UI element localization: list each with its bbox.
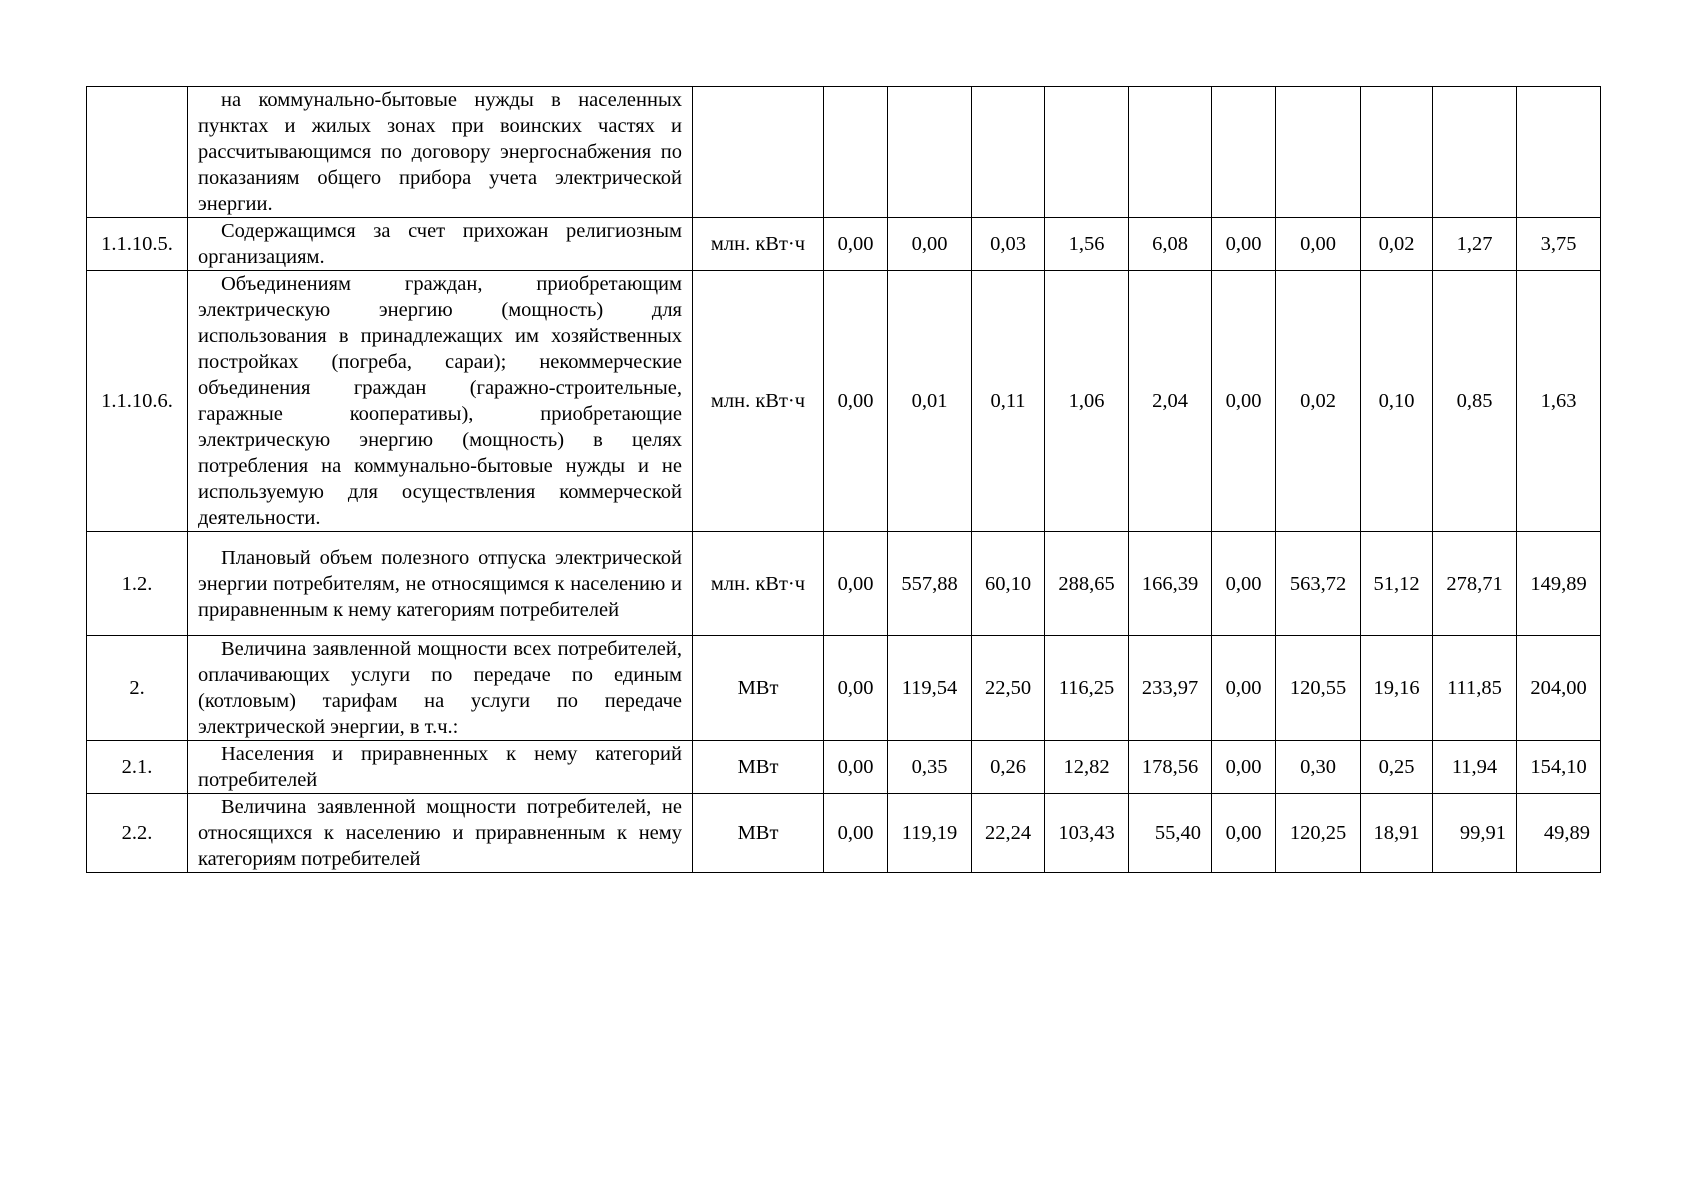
row-unit: МВт [693, 741, 824, 794]
value-cell: 0,00 [1212, 794, 1276, 873]
value-cell: 111,85 [1433, 636, 1517, 741]
value-cell: 0,01 [888, 271, 972, 532]
table-row [87, 87, 1601, 218]
value-cell: 22,24 [972, 794, 1045, 873]
value-cell: 1,63 [1517, 271, 1601, 532]
value-cell: 11,94 [1433, 741, 1517, 794]
value-cell: 12,82 [1045, 741, 1129, 794]
row-unit: млн. кВт·ч [693, 218, 824, 271]
value-cell: 0,00 [1212, 271, 1276, 532]
value-cell: 19,16 [1361, 636, 1433, 741]
value-cell: 120,25 [1276, 794, 1361, 873]
value-cell [1212, 87, 1276, 218]
row-unit: МВт [693, 636, 824, 741]
table-row [87, 218, 1601, 271]
row-description: Населения и приравненных к нему категорий потребителей [188, 741, 693, 794]
row-description: Объединениям граждан, приобретающим электрическую энергию (мощность) для использования в принадлежащих им хозяйственных постройках (погреба, сараи); некоммерческие объединения граждан (гаражно-строительные, гаражные кооперативы), приобретающие электрическую энергию (мощность) в целях потребления на коммунально-бытовые нужды и не используемую для осуществления коммерческой деятельности. [188, 271, 693, 532]
value-cell [1129, 87, 1212, 218]
value-cell: 0,00 [824, 218, 888, 271]
value-cell: 0,00 [824, 794, 888, 873]
value-cell: 6,08 [1129, 218, 1212, 271]
value-cell [824, 87, 888, 218]
value-cell: 0,00 [1212, 636, 1276, 741]
value-cell: 60,10 [972, 532, 1045, 636]
value-cell: 0,00 [824, 741, 888, 794]
value-cell: 2,04 [1129, 271, 1212, 532]
row-number: 2.1. [87, 741, 188, 794]
value-cell: 119,54 [888, 636, 972, 741]
value-cell: 119,19 [888, 794, 972, 873]
value-cell: 0,00 [1212, 218, 1276, 271]
row-unit: МВт [693, 794, 824, 873]
row-description: на коммунально-бытовые нужды в населенных пунктах и жилых зонах при воинских частях и рассчитывающимся по договору энергоснабжения по показаниям общего прибора учета электрической энергии. [188, 87, 693, 218]
value-cell: 1,27 [1433, 218, 1517, 271]
value-cell: 120,55 [1276, 636, 1361, 741]
value-cell: 1,56 [1045, 218, 1129, 271]
value-cell: 0,02 [1276, 271, 1361, 532]
value-cell: 0,11 [972, 271, 1045, 532]
value-cell: 0,00 [1212, 532, 1276, 636]
value-cell: 0,00 [1276, 218, 1361, 271]
table-row [87, 636, 1601, 741]
value-cell: 0,00 [824, 636, 888, 741]
value-cell [1276, 87, 1361, 218]
tariff-table [86, 86, 1601, 873]
row-number: 2. [87, 636, 188, 741]
row-unit: млн. кВт·ч [693, 271, 824, 532]
value-cell: 3,75 [1517, 218, 1601, 271]
value-cell: 149,89 [1517, 532, 1601, 636]
value-cell: 116,25 [1045, 636, 1129, 741]
table-row [87, 741, 1601, 794]
value-cell: 178,56 [1129, 741, 1212, 794]
row-description: Содержащимся за счет прихожан религиозным организациям. [188, 218, 693, 271]
value-cell: 0,30 [1276, 741, 1361, 794]
value-cell: 0,25 [1361, 741, 1433, 794]
value-cell: 204,00 [1517, 636, 1601, 741]
value-cell: 103,43 [1045, 794, 1129, 873]
row-number: 2.2. [87, 794, 188, 873]
row-description: Плановый объем полезного отпуска электрической энергии потребителям, не относящимся к населению и приравненным к нему категориям потребителей [188, 532, 693, 636]
value-cell: 288,65 [1045, 532, 1129, 636]
row-description: Величина заявленной мощности потребителей, не относящихся к населению и приравненным к нему категориям потребителей [188, 794, 693, 873]
value-cell: 55,40 [1129, 794, 1212, 873]
value-cell: 0,03 [972, 218, 1045, 271]
value-cell: 557,88 [888, 532, 972, 636]
value-cell: 0,02 [1361, 218, 1433, 271]
value-cell: 1,06 [1045, 271, 1129, 532]
value-cell: 49,89 [1517, 794, 1601, 873]
row-description: Величина заявленной мощности всех потребителей, оплачивающих услуги по передаче по единым (котловым) тарифам на услуги по передаче электрической энергии, в т.ч.: [188, 636, 693, 741]
value-cell [1433, 87, 1517, 218]
table-row [87, 794, 1601, 873]
value-cell: 563,72 [1276, 532, 1361, 636]
value-cell: 166,39 [1129, 532, 1212, 636]
row-number: 1.2. [87, 532, 188, 636]
value-cell: 0,00 [824, 532, 888, 636]
value-cell: 0,00 [888, 218, 972, 271]
value-cell [972, 87, 1045, 218]
value-cell: 22,50 [972, 636, 1045, 741]
row-unit [693, 87, 824, 218]
row-number [87, 87, 188, 218]
value-cell: 0,35 [888, 741, 972, 794]
row-number: 1.1.10.5. [87, 218, 188, 271]
value-cell: 18,91 [1361, 794, 1433, 873]
value-cell: 51,12 [1361, 532, 1433, 636]
value-cell: 278,71 [1433, 532, 1517, 636]
value-cell: 0,00 [1212, 741, 1276, 794]
table-row [87, 271, 1601, 532]
value-cell [1045, 87, 1129, 218]
value-cell [1361, 87, 1433, 218]
row-unit: млн. кВт·ч [693, 532, 824, 636]
value-cell: 0,26 [972, 741, 1045, 794]
value-cell [1517, 87, 1601, 218]
row-number: 1.1.10.6. [87, 271, 188, 532]
value-cell: 233,97 [1129, 636, 1212, 741]
value-cell: 0,85 [1433, 271, 1517, 532]
value-cell [888, 87, 972, 218]
table-row [87, 532, 1601, 636]
value-cell: 0,10 [1361, 271, 1433, 532]
value-cell: 154,10 [1517, 741, 1601, 794]
value-cell: 0,00 [824, 271, 888, 532]
value-cell: 99,91 [1433, 794, 1517, 873]
